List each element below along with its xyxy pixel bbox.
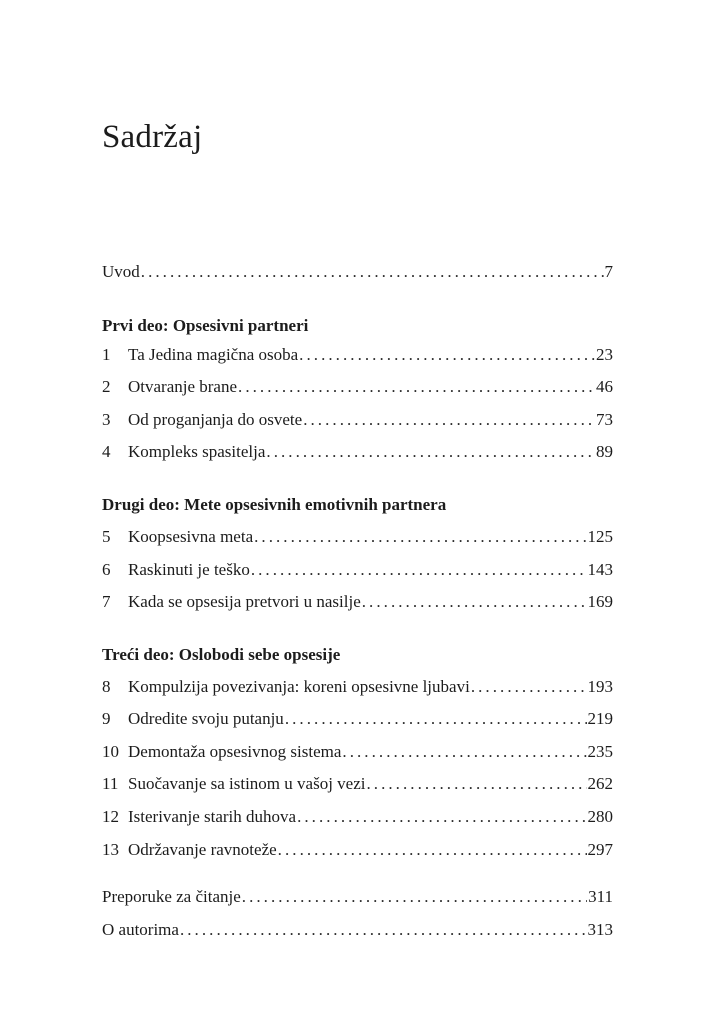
toc-entry-chapter-6 <box>102 557 613 583</box>
toc-entry-page: 89 <box>596 442 613 461</box>
part-heading-2: Drugi deo: Mete opsesivnih emotivnih partnera <box>102 495 447 514</box>
toc-entry-label: Demontaža opsesivnog sistema <box>128 742 342 761</box>
toc-entry-chapter-8 <box>102 674 613 700</box>
toc-entry-page: 169 <box>587 592 613 611</box>
toc-entry-chapter-5 <box>102 524 613 550</box>
toc-entry-page: 193 <box>587 677 613 696</box>
toc-entry-label: Odredite svoju putanju <box>128 709 284 728</box>
dot-leader <box>299 342 595 368</box>
chapter-number: 9 <box>102 709 111 728</box>
toc-entry-page: 311 <box>588 887 613 906</box>
dot-leader <box>254 524 586 550</box>
dot-leader <box>251 557 587 583</box>
toc-entry-page: 262 <box>587 774 613 793</box>
dot-leader <box>303 407 595 433</box>
dot-leader <box>238 374 595 400</box>
dot-leader <box>342 739 586 765</box>
toc-entry-label: Raskinuti je teško <box>128 560 250 579</box>
dot-leader <box>297 804 586 830</box>
toc-entry-label: Otvaranje brane <box>128 377 238 396</box>
toc-entry-page: 46 <box>596 377 613 396</box>
chapter-number: 2 <box>102 377 111 396</box>
toc-entry-page: 7 <box>604 262 613 281</box>
dot-leader <box>266 439 595 465</box>
page-title: Sadržaj <box>102 119 203 155</box>
chapter-number: 12 <box>102 807 119 826</box>
dot-leader <box>285 706 587 732</box>
dot-leader <box>242 884 587 910</box>
toc-entry-label: Uvod <box>102 262 140 281</box>
toc-entry-label: Kompulzija povezivanja: koreni opsesivne ljubavi <box>128 677 470 696</box>
toc-entry-page: 73 <box>596 410 613 429</box>
chapter-number: 1 <box>102 345 111 364</box>
chapter-number: 3 <box>102 410 111 429</box>
toc-entry-further-reading <box>102 884 613 910</box>
toc-entry-chapter-13 <box>102 837 613 863</box>
chapter-number: 11 <box>102 774 119 793</box>
toc-entry-label: O autorima <box>102 920 179 939</box>
chapter-number: 10 <box>102 742 119 761</box>
dot-leader <box>362 589 587 615</box>
toc-entry-page: 280 <box>587 807 613 826</box>
toc-entry-page: 125 <box>587 527 613 546</box>
toc-entry-label: Koopsesivna meta <box>128 527 254 546</box>
toc-entry-page: 297 <box>587 840 613 859</box>
dot-leader <box>180 917 587 943</box>
chapter-number: 8 <box>102 677 111 696</box>
toc-entry-chapter-9 <box>102 706 613 732</box>
toc-entry-page: 219 <box>587 709 613 728</box>
part-heading-1: Prvi deo: Opsesivni partneri <box>102 316 309 335</box>
toc-entry-chapter-2 <box>102 374 613 400</box>
toc-entry-label: Isterivanje starih duhova <box>128 807 297 826</box>
toc-entry-chapter-3 <box>102 407 613 433</box>
toc-entry-page: 235 <box>587 742 613 761</box>
dot-leader <box>141 259 604 285</box>
toc-entry-label: Preporuke za čitanje <box>102 887 241 906</box>
toc-entry-chapter-7 <box>102 589 613 615</box>
toc-entry-chapter-10 <box>102 739 613 765</box>
dot-leader <box>278 837 587 863</box>
chapter-number: 7 <box>102 592 111 611</box>
toc-entry-label: Kada se opsesija pretvori u nasilje <box>128 592 361 611</box>
part-heading-3: Treći deo: Oslobodi sebe opsesije <box>102 645 341 664</box>
chapter-number: 6 <box>102 560 111 579</box>
toc-entry-label: Ta Jedina magična osoba <box>128 345 299 364</box>
dot-leader <box>471 674 587 700</box>
toc-entry-chapter-4 <box>102 439 613 465</box>
chapter-number: 13 <box>102 840 119 859</box>
toc-entry-intro <box>102 259 613 285</box>
toc-entry-chapter-1 <box>102 342 613 368</box>
dot-leader <box>366 771 586 797</box>
chapter-number: 5 <box>102 527 111 546</box>
toc-entry-label: Od proganjanja do osvete <box>128 410 303 429</box>
toc-entry-about-authors <box>102 917 613 943</box>
toc-entry-chapter-11 <box>102 771 613 797</box>
toc-entry-label: Suočavanje sa istinom u vašoj vezi <box>128 774 366 793</box>
toc-entry-chapter-12 <box>102 804 613 830</box>
toc-entry-label: Kompleks spasitelja <box>128 442 266 461</box>
toc-entry-page: 313 <box>587 920 613 939</box>
toc-entry-label: Održavanje ravnoteže <box>128 840 277 859</box>
chapter-number: 4 <box>102 442 111 461</box>
toc-entry-page: 23 <box>596 345 613 364</box>
toc-entry-page: 143 <box>587 560 613 579</box>
